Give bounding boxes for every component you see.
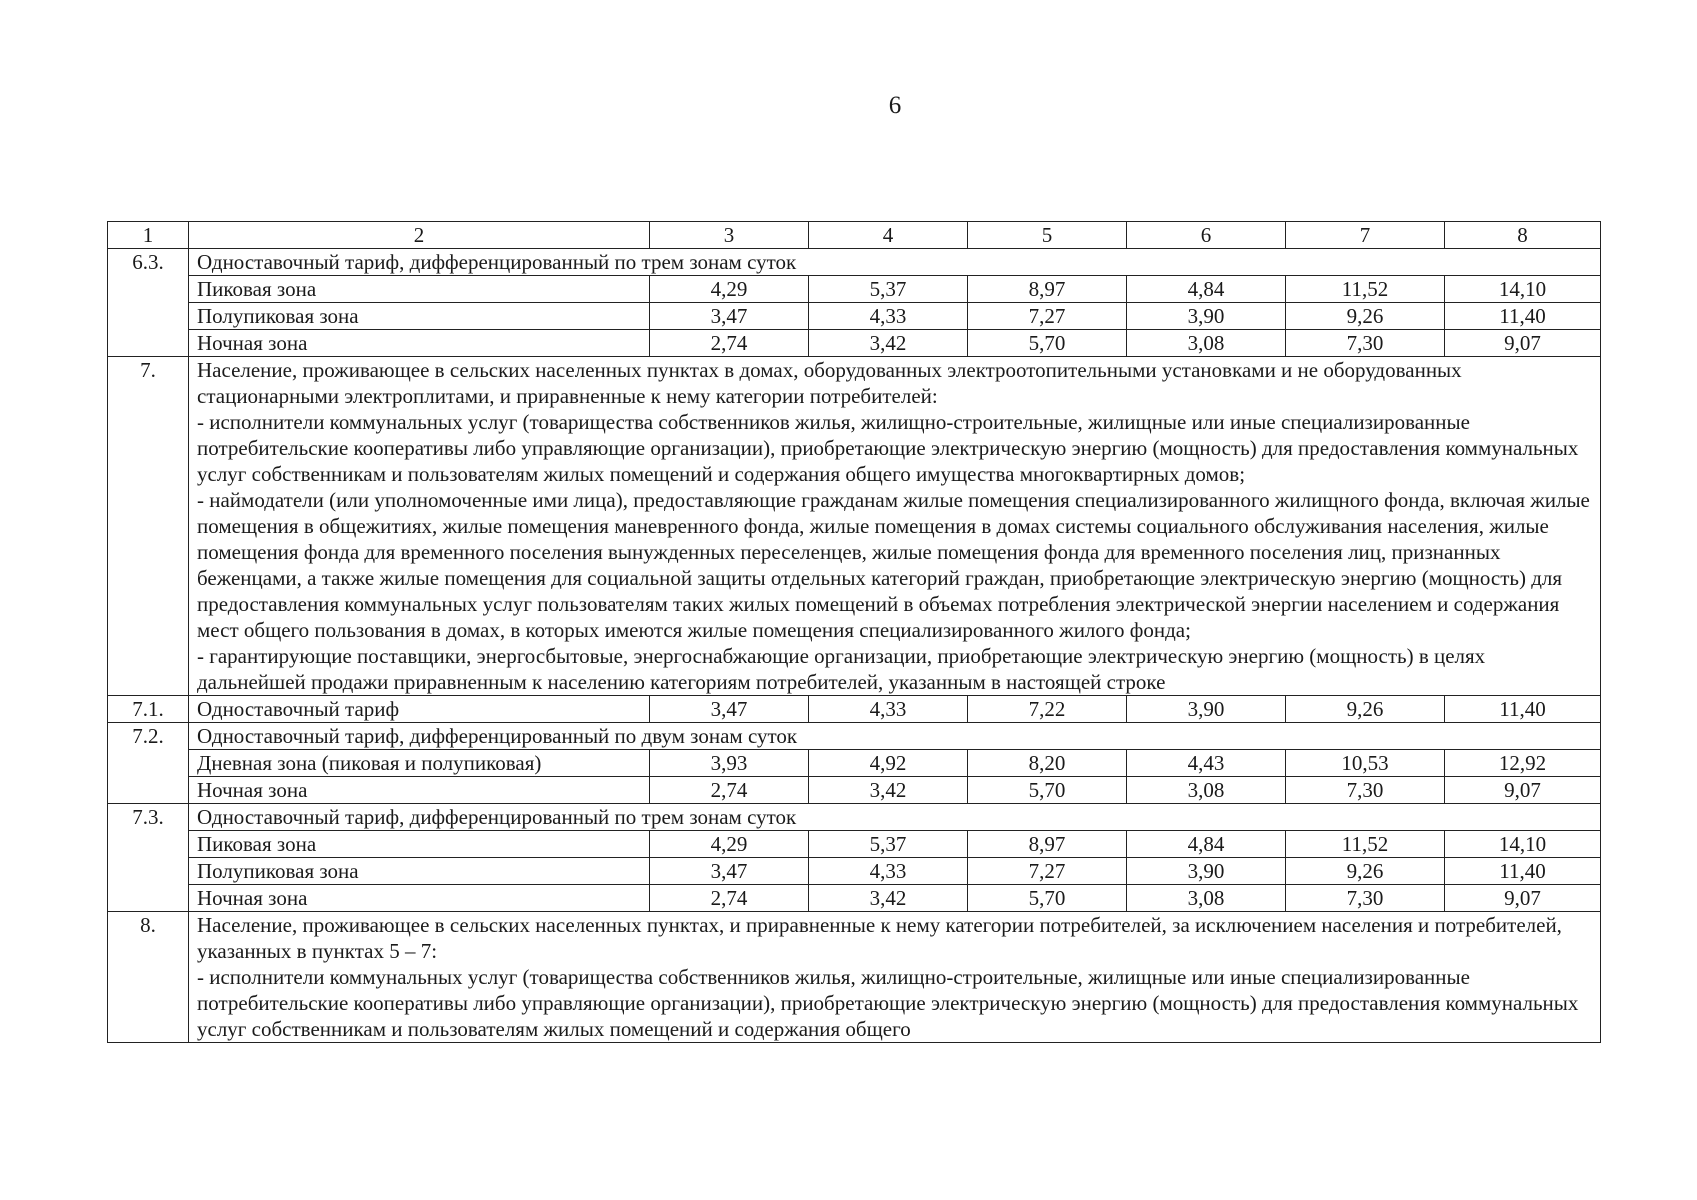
tariff-value: 10,53 bbox=[1286, 750, 1445, 777]
row-index: 7.2. bbox=[108, 723, 189, 804]
tariff-value: 5,37 bbox=[809, 276, 968, 303]
consumer-description bbox=[189, 357, 1601, 696]
row-index: 7. bbox=[108, 357, 189, 696]
table-row bbox=[108, 750, 1601, 777]
header-row bbox=[108, 222, 1601, 249]
tariff-value: 4,33 bbox=[809, 303, 968, 330]
description-paragraph: - гарантирующие поставщики, энергосбытовые, энергоснабжающие организации, приобретающие электрическую энергию (мощность) в целях дальнейшей продажи приравненным к населению категориям потребителей, указанным в настоящей строке bbox=[197, 644, 1486, 694]
tariff-value: 12,92 bbox=[1445, 750, 1601, 777]
row-index: 8. bbox=[108, 912, 189, 1043]
tariff-value: 4,29 bbox=[650, 276, 809, 303]
table-row bbox=[108, 303, 1601, 330]
tariff-value: 3,47 bbox=[650, 858, 809, 885]
row-index: 6.3. bbox=[108, 249, 189, 357]
tariff-value: 9,07 bbox=[1445, 885, 1601, 912]
zone-label: Полупиковая зона bbox=[189, 303, 650, 330]
tariff-value: 4,84 bbox=[1127, 831, 1286, 858]
tariff-value: 4,92 bbox=[809, 750, 968, 777]
tariff-value: 3,47 bbox=[650, 303, 809, 330]
column-number: 1 bbox=[108, 222, 189, 249]
row-index: 7.3. bbox=[108, 804, 189, 912]
tariff-table bbox=[107, 221, 1601, 1043]
table-row bbox=[108, 858, 1601, 885]
tariff-value: 2,74 bbox=[650, 330, 809, 357]
tariff-value: 9,07 bbox=[1445, 330, 1601, 357]
zone-label: Пиковая зона bbox=[189, 276, 650, 303]
table-row bbox=[108, 276, 1601, 303]
consumer-description bbox=[189, 912, 1601, 1043]
column-number: 2 bbox=[189, 222, 650, 249]
tariff-value: 9,26 bbox=[1286, 858, 1445, 885]
table-row bbox=[108, 777, 1601, 804]
tariff-value: 7,30 bbox=[1286, 330, 1445, 357]
zone-label: Ночная зона bbox=[189, 777, 650, 804]
tariff-value: 2,74 bbox=[650, 885, 809, 912]
description-paragraph: - исполнители коммунальных услуг (товарищества собственников жилья, жилищно-строительные, жилищные или иные специализированные потребительские кооперативы либо управляющие организации), приобретающие электрическую энергию (мощность) для предоставления коммунальных услуг собственникам и пользователям жилых помещений и содержания общего bbox=[197, 965, 1579, 1041]
zone-label: Ночная зона bbox=[189, 330, 650, 357]
section-title-row bbox=[108, 723, 1601, 750]
table-row bbox=[108, 696, 1601, 723]
tariff-value: 9,26 bbox=[1286, 696, 1445, 723]
description-paragraph: Население, проживающее в сельских населенных пунктах, и приравненные к нему категории потребителей, за исключением населения и потребителей, указанных в пунктах 5 – 7: bbox=[197, 913, 1562, 963]
tariff-value: 7,30 bbox=[1286, 777, 1445, 804]
table-row bbox=[108, 885, 1601, 912]
table-row bbox=[108, 330, 1601, 357]
column-number: 4 bbox=[809, 222, 968, 249]
tariff-value: 7,22 bbox=[968, 696, 1127, 723]
tariff-value: 4,33 bbox=[809, 858, 968, 885]
tariff-value: 3,90 bbox=[1127, 696, 1286, 723]
tariff-value: 3,42 bbox=[809, 330, 968, 357]
tariff-value: 3,47 bbox=[650, 696, 809, 723]
tariff-value: 5,70 bbox=[968, 777, 1127, 804]
tariff-value: 7,27 bbox=[968, 858, 1127, 885]
zone-label: Ночная зона bbox=[189, 885, 650, 912]
section-title: Одноставочный тариф, дифференцированный по трем зонам суток bbox=[189, 804, 1601, 831]
tariff-value: 3,08 bbox=[1127, 330, 1286, 357]
zone-label: Полупиковая зона bbox=[189, 858, 650, 885]
tariff-value: 7,27 bbox=[968, 303, 1127, 330]
tariff-value: 11,40 bbox=[1445, 696, 1601, 723]
section-title-row bbox=[108, 804, 1601, 831]
section-title-row bbox=[108, 249, 1601, 276]
tariff-value: 8,97 bbox=[968, 831, 1127, 858]
row-index: 7.1. bbox=[108, 696, 189, 723]
column-number: 5 bbox=[968, 222, 1127, 249]
tariff-value: 9,26 bbox=[1286, 303, 1445, 330]
tariff-value: 4,29 bbox=[650, 831, 809, 858]
tariff-value: 3,90 bbox=[1127, 858, 1286, 885]
column-number: 3 bbox=[650, 222, 809, 249]
tariff-value: 4,43 bbox=[1127, 750, 1286, 777]
description-row bbox=[108, 357, 1601, 696]
tariff-value: 14,10 bbox=[1445, 831, 1601, 858]
description-paragraph: - наймодатели (или уполномоченные ими лица), предоставляющие гражданам жилые помещения специализированного жилищного фонда, включая жилые помещения в общежитиях, жилые помещения маневренного фонда, жилые помещения в домах системы социального обслуживания населения, жилые помещения фонда для временного поселения вынужденных переселенцев, жилые помещения фонда для временного поселения лиц, признанных беженцами, а также жилые помещения для социальной защиты отдельных категорий граждан, приобретающие электрическую энергию (мощность) для предоставления коммунальных услуг пользователям таких жилых помещений в объемах потребления электрической энергии населением и содержания мест общего пользования в домах, в которых имеются жилые помещения специализированного жилого фонда; bbox=[197, 488, 1590, 642]
zone-label: Пиковая зона bbox=[189, 831, 650, 858]
section-title: Одноставочный тариф, дифференцированный по двум зонам суток bbox=[189, 723, 1601, 750]
description-paragraph: Население, проживающее в сельских населенных пунктах в домах, оборудованных электроотопительными установками и не оборудованных стационарными электроплитами, и приравненные к нему категории потребителей: bbox=[197, 358, 1462, 408]
zone-label: Дневная зона (пиковая и полупиковая) bbox=[189, 750, 650, 777]
tariff-value: 7,30 bbox=[1286, 885, 1445, 912]
description-paragraph: - исполнители коммунальных услуг (товарищества собственников жилья, жилищно-строительные, жилищные или иные специализированные потребительские кооперативы либо управляющие организации), приобретающие электрическую энергию (мощность) для предоставления коммунальных услуг собственникам и пользователям жилых помещений и содержания общего имущества многоквартирных домов; bbox=[197, 410, 1579, 486]
tariff-value: 4,33 bbox=[809, 696, 968, 723]
table-row bbox=[108, 831, 1601, 858]
tariff-value: 14,10 bbox=[1445, 276, 1601, 303]
tariff-value: 8,20 bbox=[968, 750, 1127, 777]
section-title: Одноставочный тариф, дифференцированный по трем зонам суток bbox=[189, 249, 1601, 276]
tariff-value: 3,90 bbox=[1127, 303, 1286, 330]
page-number: 6 bbox=[888, 92, 902, 119]
tariff-label: Одноставочный тариф bbox=[189, 696, 650, 723]
tariff-value: 11,40 bbox=[1445, 858, 1601, 885]
tariff-value: 3,42 bbox=[809, 885, 968, 912]
tariff-value: 9,07 bbox=[1445, 777, 1601, 804]
tariff-value: 4,84 bbox=[1127, 276, 1286, 303]
tariff-value: 3,42 bbox=[809, 777, 968, 804]
description-row bbox=[108, 912, 1601, 1043]
tariff-value: 3,08 bbox=[1127, 885, 1286, 912]
tariff-value: 8,97 bbox=[968, 276, 1127, 303]
tariff-value: 11,40 bbox=[1445, 303, 1601, 330]
tariff-value: 11,52 bbox=[1286, 831, 1445, 858]
column-number: 8 bbox=[1445, 222, 1601, 249]
tariff-value: 5,37 bbox=[809, 831, 968, 858]
tariff-value: 3,93 bbox=[650, 750, 809, 777]
tariff-value: 3,08 bbox=[1127, 777, 1286, 804]
tariff-value: 5,70 bbox=[968, 330, 1127, 357]
column-number: 6 bbox=[1127, 222, 1286, 249]
tariff-value: 2,74 bbox=[650, 777, 809, 804]
column-number: 7 bbox=[1286, 222, 1445, 249]
tariff-value: 11,52 bbox=[1286, 276, 1445, 303]
tariff-value: 5,70 bbox=[968, 885, 1127, 912]
